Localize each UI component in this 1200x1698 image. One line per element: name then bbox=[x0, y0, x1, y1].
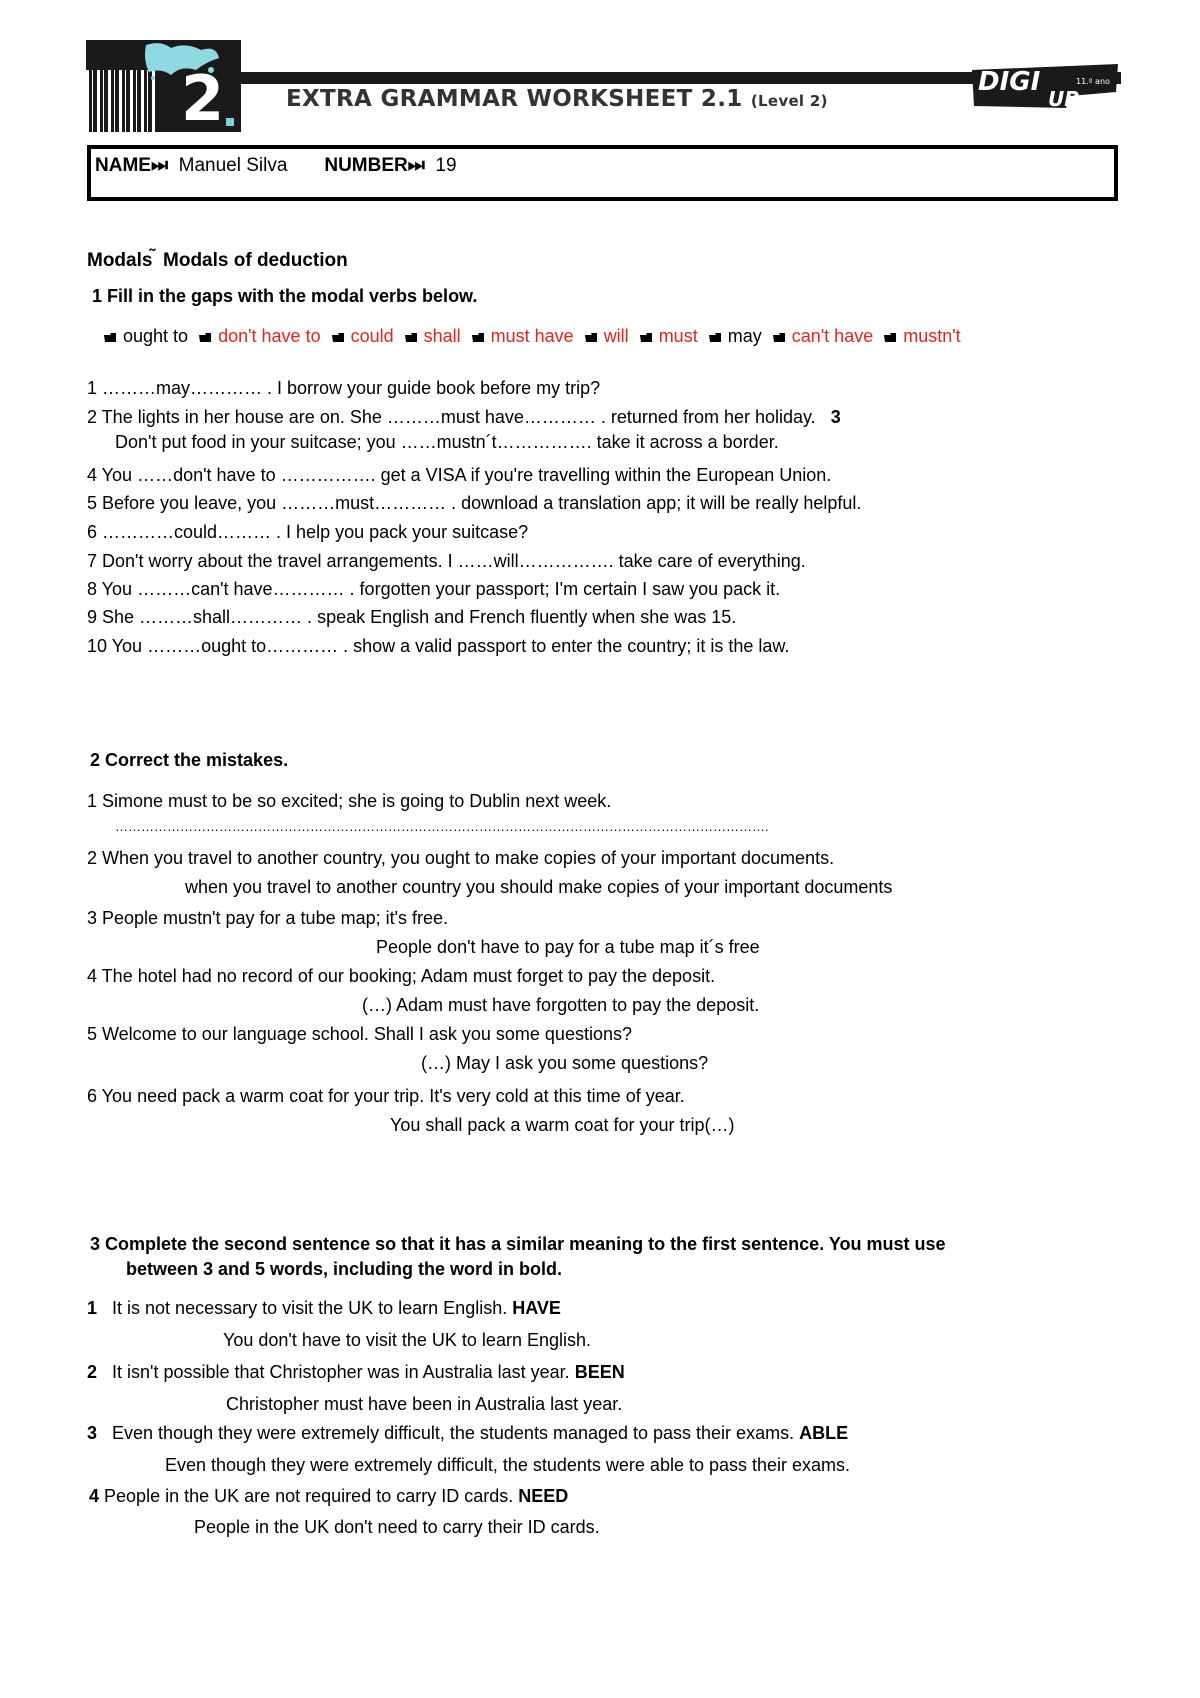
ex2-item-5: 5 Welcome to our language school. Shall I ask you some questions? bbox=[87, 1024, 632, 1044]
ex3-answer-3[interactable]: Even though they were extremely difficult, the students were able to pass their exams. bbox=[165, 1455, 851, 1475]
pointing-hand-icon bbox=[198, 331, 212, 343]
ex3-num-4: 4 bbox=[89, 1486, 100, 1506]
unit-number: 2 bbox=[181, 62, 225, 132]
name-value[interactable]: Manuel Silva bbox=[178, 155, 288, 176]
ex1-line-3-number: 3 bbox=[830, 407, 841, 427]
ex3-num-2: 2 bbox=[87, 1362, 98, 1382]
ex3-text-4: People in the UK are not required to carry ID cards. bbox=[104, 1486, 514, 1506]
number-label: NUMBER bbox=[324, 155, 408, 176]
digi-up-logo bbox=[970, 62, 1120, 110]
student-info-line bbox=[95, 155, 457, 177]
pointing-hand-icon bbox=[772, 331, 786, 343]
word-bank-label: don't have to bbox=[218, 326, 321, 346]
pointing-hand-icon bbox=[404, 331, 418, 343]
word-bank-label: will bbox=[603, 326, 629, 346]
number-value[interactable]: 19 bbox=[435, 155, 457, 176]
ex3-item-1 bbox=[87, 1298, 561, 1319]
ex3-item-4 bbox=[89, 1486, 568, 1507]
ex3-num-1: 1 bbox=[87, 1298, 98, 1318]
pointing-hand-icon bbox=[584, 331, 598, 343]
ex3-text-3: Even though they were extremely difficult, the students managed to pass their exams. bbox=[112, 1423, 795, 1443]
ex3-text-1: It is not necessary to visit the UK to learn English. bbox=[112, 1298, 508, 1318]
ex3-num-3: 3 bbox=[87, 1423, 98, 1443]
ex3-item-3 bbox=[87, 1423, 848, 1444]
ex2-answer-1-dotted[interactable]: ……………………………………………………………………………………………………………………………………. bbox=[115, 819, 769, 834]
student-info-box bbox=[87, 145, 1118, 201]
exercise3-title-line1: 3 Complete the second sentence so that it has a similar meaning to the first sentence. You must use bbox=[90, 1234, 946, 1254]
exercise1-title: 1 Fill in the gaps with the modal verbs below. bbox=[92, 286, 478, 306]
word-bank-item bbox=[103, 326, 188, 346]
pointing-hand-icon bbox=[331, 331, 345, 343]
accent-dot bbox=[226, 118, 234, 126]
ex3-key-4: NEED bbox=[518, 1486, 569, 1506]
ex3-key-1: HAVE bbox=[512, 1298, 561, 1318]
ex2-answer-6[interactable]: You shall pack a warm coat for your trip(…) bbox=[390, 1115, 735, 1135]
section-title: Modals ̃ Modals of deduction bbox=[87, 250, 348, 271]
unit-badge bbox=[86, 40, 241, 132]
ex3-answer-2[interactable]: Christopher must have been in Australia last year. bbox=[226, 1394, 623, 1414]
pointing-hand-icon bbox=[103, 331, 117, 343]
ex3-text-2: It isn't possible that Christopher was in Australia last year. bbox=[112, 1362, 570, 1382]
word-bank-item bbox=[331, 326, 394, 346]
ex3-item-2 bbox=[87, 1362, 625, 1383]
word-bank-item bbox=[708, 326, 762, 346]
ex2-item-1: 1 Simone must to be so excited; she is going to Dublin next week. bbox=[87, 791, 612, 811]
pointing-hand-icon bbox=[471, 331, 485, 343]
ex2-item-2: 2 When you travel to another country, you ought to make copies of your important documents. bbox=[87, 848, 835, 868]
ex2-answer-4[interactable]: (…) Adam must have forgotten to pay the deposit. bbox=[362, 995, 760, 1015]
word-bank-label: must have bbox=[490, 326, 574, 346]
word-bank-item bbox=[772, 326, 874, 346]
word-bank bbox=[103, 326, 971, 347]
svg-text:DIGI: DIGI bbox=[978, 67, 1041, 97]
worksheet-level: (Level 2) bbox=[750, 92, 828, 110]
word-bank-label: must bbox=[658, 326, 698, 346]
word-bank-label: mustn't bbox=[903, 326, 961, 346]
ex2-answer-3[interactable]: People don't have to pay for a tube map it´s free bbox=[376, 937, 760, 957]
ex2-answer-5[interactable]: (…) May I ask you some questions? bbox=[421, 1053, 709, 1073]
ex1-line-2-text: 2 The lights in her house are on. She ………must have………… . returned from her holiday. bbox=[87, 407, 816, 427]
worksheet-title-text: EXTRA GRAMMAR WORKSHEET 2.1 bbox=[286, 86, 743, 112]
ex1-line-6: 6 …………could……… . I help you pack your suitcase? bbox=[87, 522, 529, 542]
pointing-hand-icon bbox=[639, 331, 653, 343]
word-bank-item bbox=[883, 326, 960, 346]
name-label: NAME bbox=[95, 155, 151, 176]
ex2-answer-2[interactable]: when you travel to another country you should make copies of your important documents bbox=[185, 877, 893, 897]
ex1-line-10: 10 You ………ought to………… . show a valid passport to enter the country; it is the law. bbox=[87, 636, 790, 656]
word-bank-label: could bbox=[350, 326, 394, 346]
word-bank-item bbox=[404, 326, 461, 346]
worksheet-title bbox=[286, 86, 828, 112]
ex3-answer-4[interactable]: People in the UK don't need to carry their ID cards. bbox=[194, 1517, 600, 1537]
word-bank-label: can't have bbox=[791, 326, 874, 346]
ex3-key-3: ABLE bbox=[799, 1423, 849, 1443]
ex2-item-6: 6 You need pack a warm coat for your trip. It's very cold at this time of year. bbox=[87, 1086, 685, 1106]
svg-text:UP: UP bbox=[1048, 87, 1079, 110]
word-bank-item bbox=[639, 326, 698, 346]
ex1-line-3: Don't put food in your suitcase; you ……mustn´t……………. take it across a border. bbox=[115, 432, 779, 452]
ex1-line-7: 7 Don't worry about the travel arrangements. I ……will……………. take care of everything. bbox=[87, 551, 806, 571]
ex1-line-9: 9 She ………shall………… . speak English and French fluently when she was 15. bbox=[87, 607, 737, 627]
word-bank-item bbox=[471, 326, 574, 346]
svg-text:11.º ano: 11.º ano bbox=[1076, 77, 1110, 86]
exercise2-title: 2 Correct the mistakes. bbox=[90, 750, 289, 770]
arrow-icon: ⏭ bbox=[150, 155, 169, 176]
arrow-icon: ⏭ bbox=[407, 155, 425, 176]
word-bank-item bbox=[584, 326, 629, 346]
ex2-item-3: 3 People mustn't pay for a tube map; it's free. bbox=[87, 908, 449, 928]
pointing-hand-icon bbox=[883, 331, 897, 343]
word-bank-item bbox=[198, 326, 321, 346]
word-bank-label: shall bbox=[423, 326, 461, 346]
ex1-line-4: 4 You ……don't have to ……………. get a VISA if you're travelling within the European Union. bbox=[87, 465, 832, 485]
exercise3-title-line2: between 3 and 5 words, including the word in bold. bbox=[126, 1259, 563, 1279]
ex1-line-2 bbox=[87, 407, 841, 428]
ex2-item-4: 4 The hotel had no record of our booking; Adam must forget to pay the deposit. bbox=[87, 966, 716, 986]
word-bank-label: may bbox=[727, 326, 762, 346]
word-bank-label: ought to bbox=[123, 326, 189, 346]
ex1-line-8: 8 You ………can't have………… . forgotten your passport; I'm certain I saw you pack it. bbox=[87, 579, 781, 599]
ex1-line-1: 1 ………may………… . I borrow your guide book before my trip? bbox=[87, 378, 601, 398]
ex1-line-5: 5 Before you leave, you ………must………… . download a translation app; it will be really helpful. bbox=[87, 493, 862, 513]
ex3-key-2: BEEN bbox=[574, 1362, 625, 1382]
ex3-answer-1[interactable]: You don't have to visit the UK to learn English. bbox=[223, 1330, 591, 1350]
pointing-hand-icon bbox=[708, 331, 722, 343]
